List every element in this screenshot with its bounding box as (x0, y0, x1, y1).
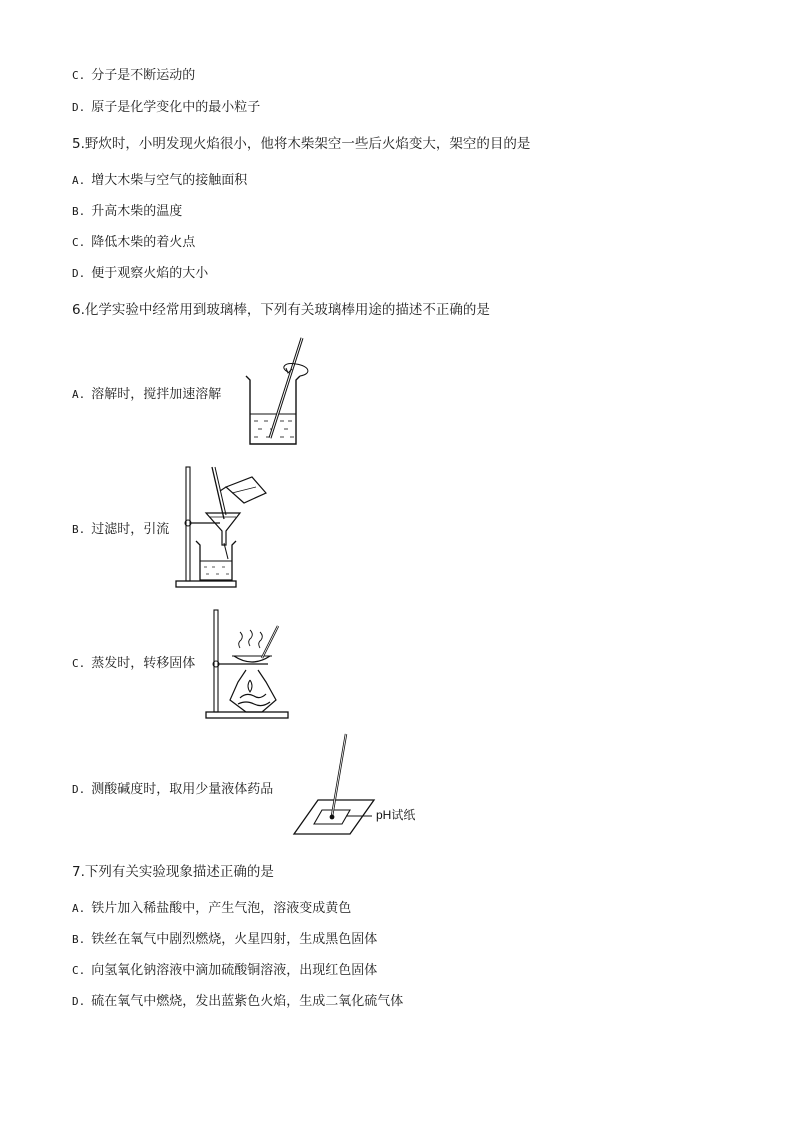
option-text: 降低木柴的着火点 (91, 235, 196, 250)
q7-stem: 7.下列有关实验现象描述正确的是 (72, 864, 274, 880)
option-letter: A. (72, 174, 86, 187)
q5-option-c (72, 234, 195, 252)
option-text: 增大木柴与空气的接触面积 (91, 173, 248, 188)
option-text: 蒸发时，转移固体 (91, 656, 196, 671)
option-letter: C. (72, 657, 86, 670)
q7-option-d (72, 993, 403, 1011)
q7-option-c (72, 962, 377, 980)
option-letter: C. (72, 236, 86, 249)
option-text: 向氢氧化钠溶液中滴加硫酸铜溶液，出现红色固体 (91, 963, 378, 978)
option-text: 铁片加入稀盐酸中，产生气泡，溶液变成黄色 (91, 901, 352, 916)
option-text: 便于观察火焰的大小 (91, 266, 209, 281)
stirring-beaker-figure (240, 336, 320, 448)
q7-option-b (72, 931, 377, 949)
option-letter: C. (72, 964, 86, 977)
option-letter: D. (72, 101, 86, 114)
option-letter: D. (72, 267, 86, 280)
q5-option-d (72, 265, 208, 283)
q4-option-d (72, 99, 260, 117)
option-letter: A. (72, 388, 86, 401)
option-text: 溶解时，搅拌加速溶解 (91, 387, 222, 402)
option-text: 分子是不断运动的 (91, 68, 196, 83)
q6-stem: 6.化学实验中经常用到玻璃棒，下列有关玻璃棒用途的描述不正确的是 (72, 302, 490, 318)
option-text: 过滤时，引流 (91, 522, 170, 537)
q4-option-c (72, 67, 195, 85)
option-letter: A. (72, 902, 86, 915)
option-text: 升高木柴的温度 (91, 204, 183, 219)
filtration-figure (172, 463, 272, 590)
option-letter: B. (72, 523, 86, 536)
q6-option-a (72, 386, 221, 404)
option-text: 铁丝在氧气中剧烈燃烧，火星四射，生成黑色固体 (91, 932, 378, 947)
option-letter: D. (72, 783, 86, 796)
evaporation-figure (202, 606, 294, 720)
q6-option-b (72, 521, 169, 539)
option-letter: B. (72, 205, 86, 218)
option-letter: B. (72, 933, 86, 946)
q5-stem: 5.野炊时，小明发现火焰很小，他将木柴架空一些后火焰变大，架空的目的是 (72, 136, 531, 152)
option-text: 硫在氧气中燃烧，发出蓝紫色火焰，生成二氧化硫气体 (91, 994, 404, 1009)
q6-option-d (72, 781, 273, 799)
q6-option-c (72, 655, 195, 673)
option-letter: D. (72, 995, 86, 1008)
option-text: 测酸碱度时，取用少量液体药品 (91, 782, 274, 797)
q7-option-a (72, 900, 351, 918)
q5-option-a (72, 172, 247, 190)
ph-paper-figure (288, 730, 438, 838)
q5-option-b (72, 203, 182, 221)
option-letter: C. (72, 69, 86, 82)
ph-paper-label: pH试纸 (376, 808, 416, 822)
option-text: 原子是化学变化中的最小粒子 (91, 100, 261, 115)
